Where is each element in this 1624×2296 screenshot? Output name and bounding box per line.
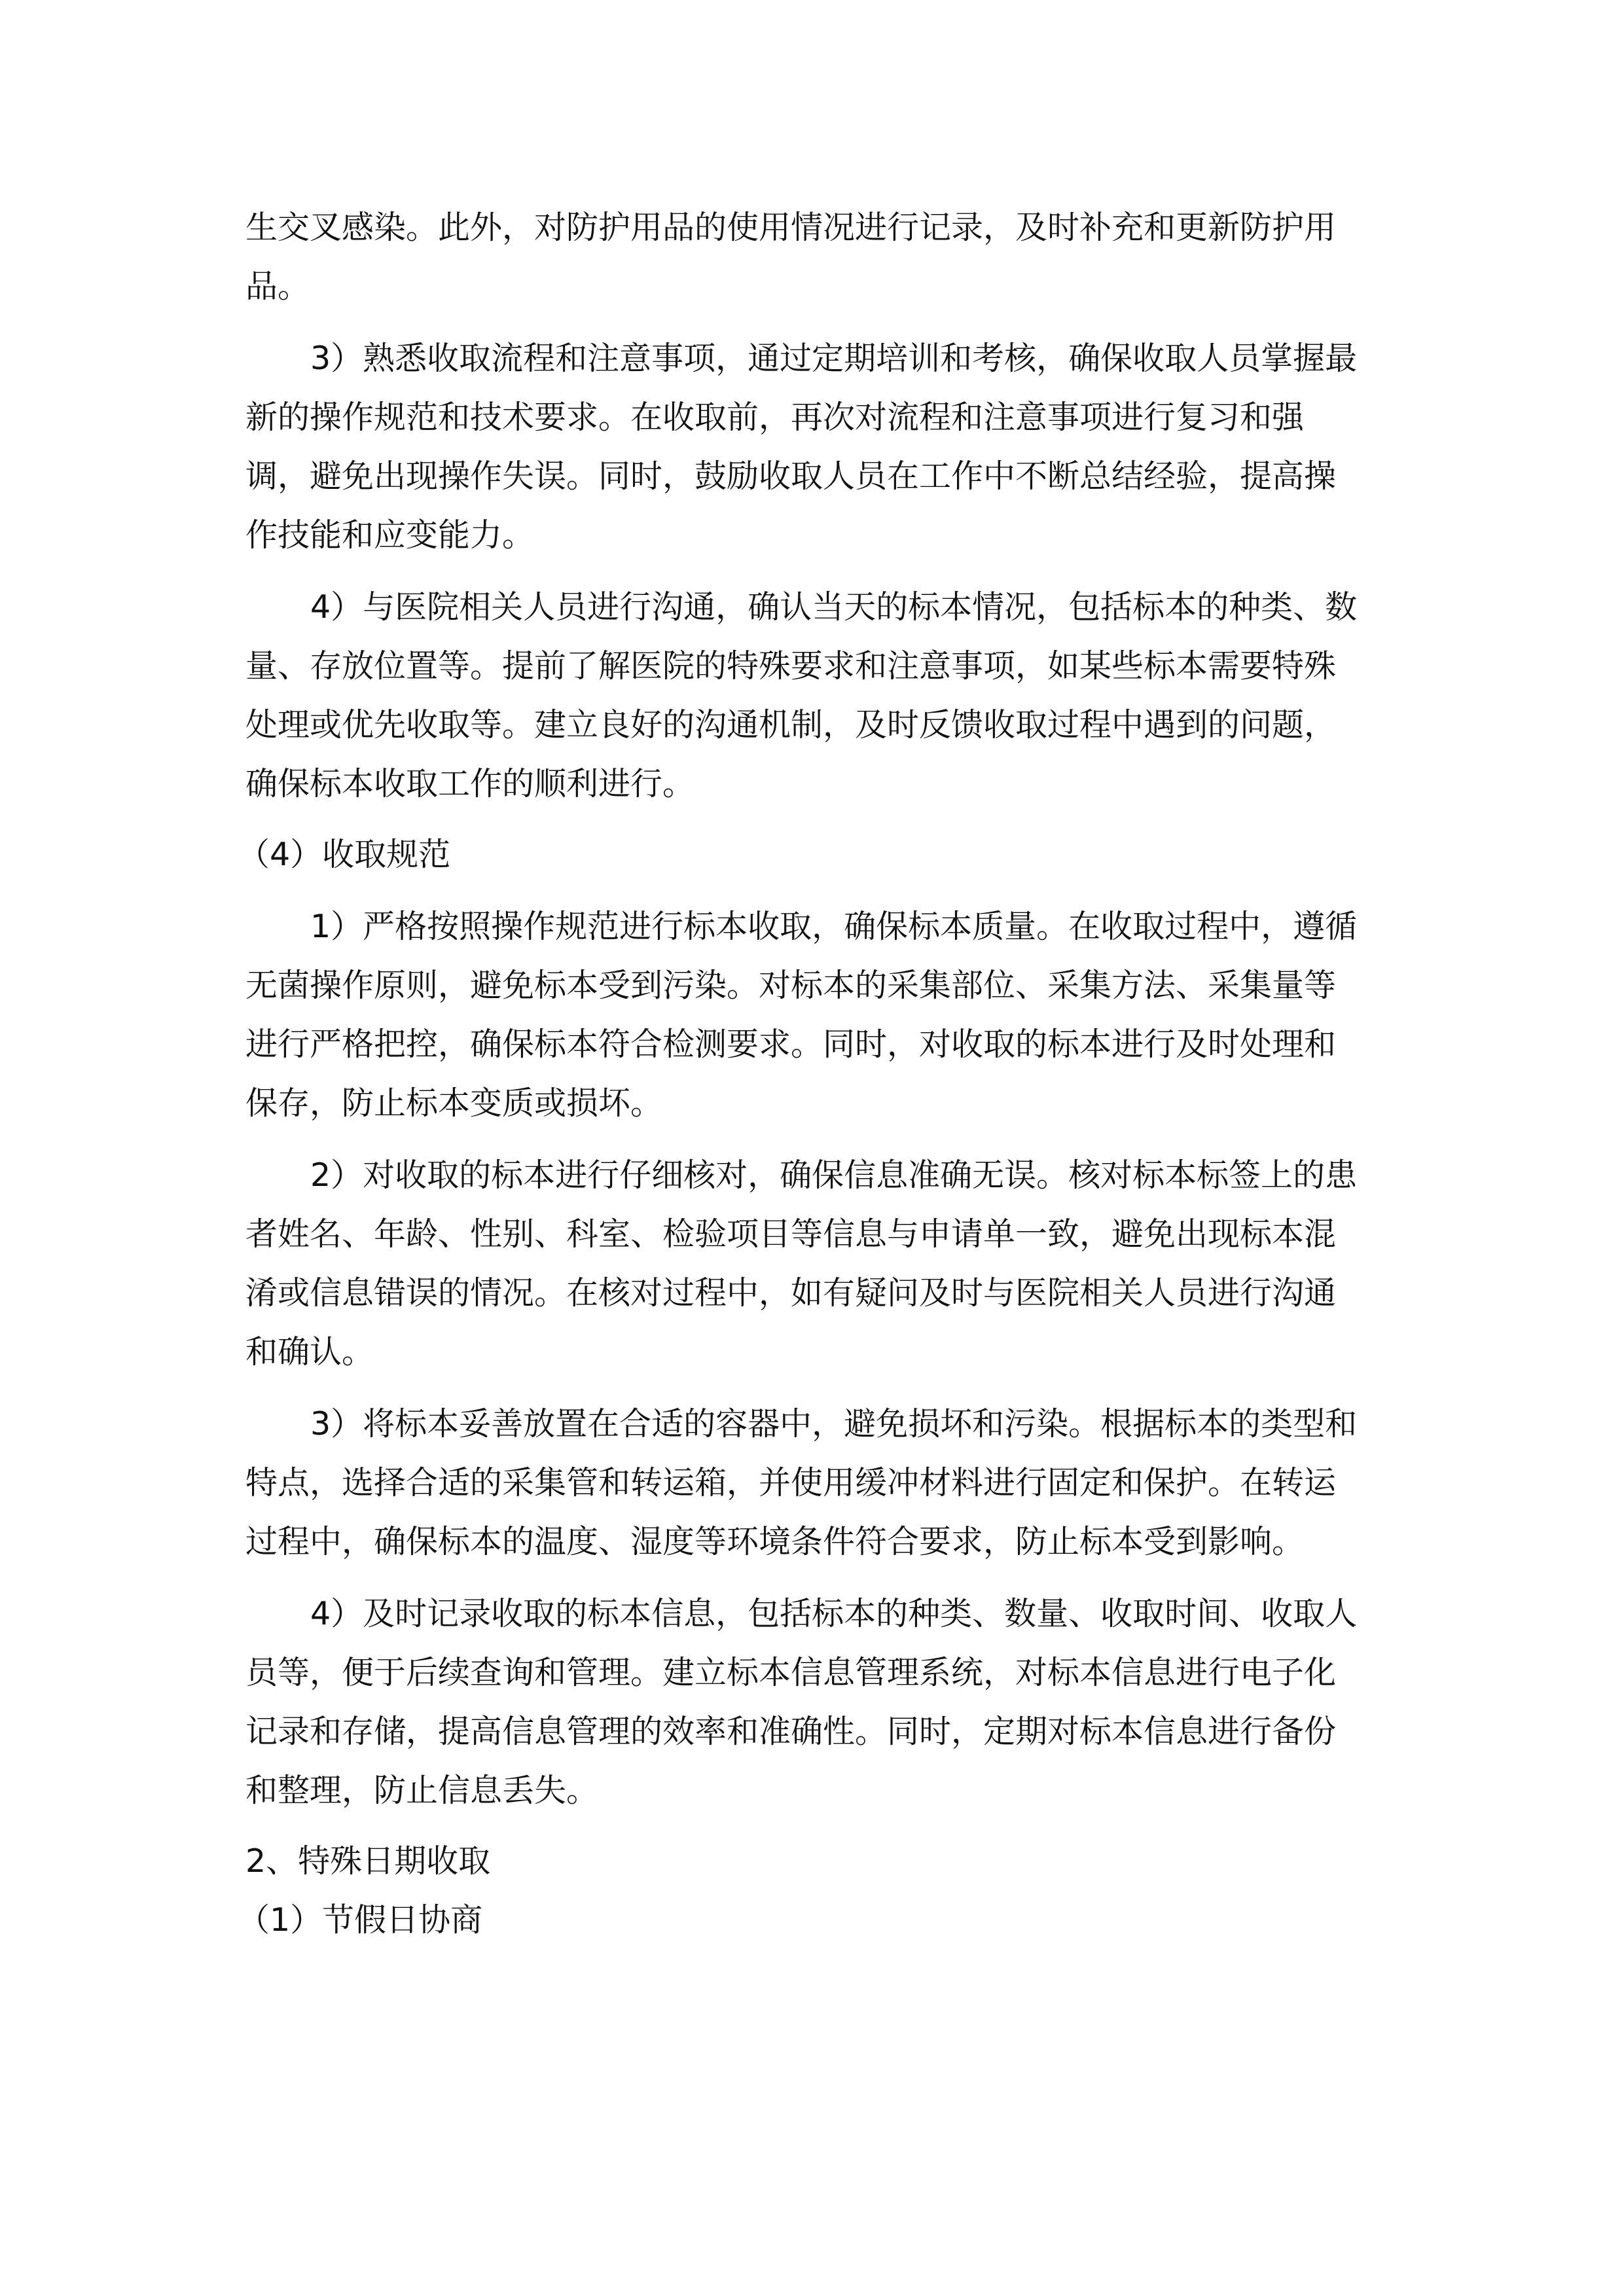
section-heading: 2、特殊日期收取 xyxy=(245,1842,491,1880)
paragraph-line: 和确认。 xyxy=(245,1333,374,1371)
paragraph-line: 确保标本收取工作的顺利进行。 xyxy=(245,765,695,802)
paragraph-line: 进行严格把控，确保标本符合检测要求。同时，对收取的标本进行及时处理和 xyxy=(245,1026,1337,1063)
paragraph-line: 品。 xyxy=(245,268,310,305)
paragraph-line: 作技能和应变能力。 xyxy=(245,516,535,554)
paragraph-line: 淆或信息错误的情况。在核对过程中，如有疑问及时与医院相关人员进行沟通 xyxy=(245,1274,1337,1312)
paragraph-line: 2）对收取的标本进行仔细核对，确保信息准确无误。核对标本标签上的患 xyxy=(310,1157,1358,1194)
paragraph-line: 和整理，防止信息丢失。 xyxy=(245,1772,599,1809)
paragraph-line: 记录和存储，提高信息管理的效率和准确性。同时，定期对标本信息进行备份 xyxy=(245,1713,1337,1750)
paragraph-line: 无菌操作原则，避免标本受到污染。对标本的采集部位、采集方法、采集量等 xyxy=(245,967,1337,1004)
paragraph-line: 3）熟悉收取流程和注意事项，通过定期培训和考核，确保收取人员掌握最 xyxy=(310,340,1358,377)
paragraph-line: 处理或优先收取等。建立良好的沟通机制，及时反馈收取过程中遇到的问题， xyxy=(245,706,1337,744)
paragraph-line: 员等，便于后续查询和管理。建立标本信息管理系统，对标本信息进行电子化 xyxy=(245,1654,1337,1691)
paragraph-line: 新的操作规范和技术要求。在收取前，再次对流程和注意事项进行复习和强 xyxy=(245,399,1305,436)
paragraph-line: 生交叉感染。此外，对防护用品的使用情况进行记录，及时补充和更新防护用 xyxy=(245,209,1337,246)
paragraph-line: 量、存放位置等。提前了解医院的特殊要求和注意事项，如某些标本需要特殊 xyxy=(245,647,1337,685)
paragraph-line: 1）严格按照操作规范进行标本收取，确保标本质量。在收取过程中，遵循 xyxy=(310,908,1358,945)
paragraph-line: 保存，防止标本变质或损坏。 xyxy=(245,1085,663,1122)
paragraph-line: 者姓名、年龄、性别、科室、检验项目等信息与申请单一致，避免出现标本混 xyxy=(245,1215,1337,1253)
paragraph-line: 4）与医院相关人员进行沟通，确认当天的标本情况，包括标本的种类、数 xyxy=(310,588,1358,626)
paragraph-line: 特点，选择合适的采集管和转运箱，并使用缓冲材料进行固定和保护。在转运 xyxy=(245,1464,1337,1501)
paragraph-line: 4）及时记录收取的标本信息，包括标本的种类、数量、收取时间、收取人 xyxy=(310,1595,1358,1632)
section-heading: （1）节假日协商 xyxy=(238,1901,483,1939)
section-heading: （4）收取规范 xyxy=(238,836,451,873)
paragraph-line: 过程中，确保标本的温度、湿度等环境条件符合要求，防止标本受到影响。 xyxy=(245,1523,1305,1560)
paragraph-line: 调，避免出现操作失误。同时，鼓励收取人员在工作中不断总结经验，提高操 xyxy=(245,457,1337,495)
paragraph-line: 3）将标本妥善放置在合适的容器中，避免损坏和污染。根据标本的类型和 xyxy=(310,1405,1358,1443)
